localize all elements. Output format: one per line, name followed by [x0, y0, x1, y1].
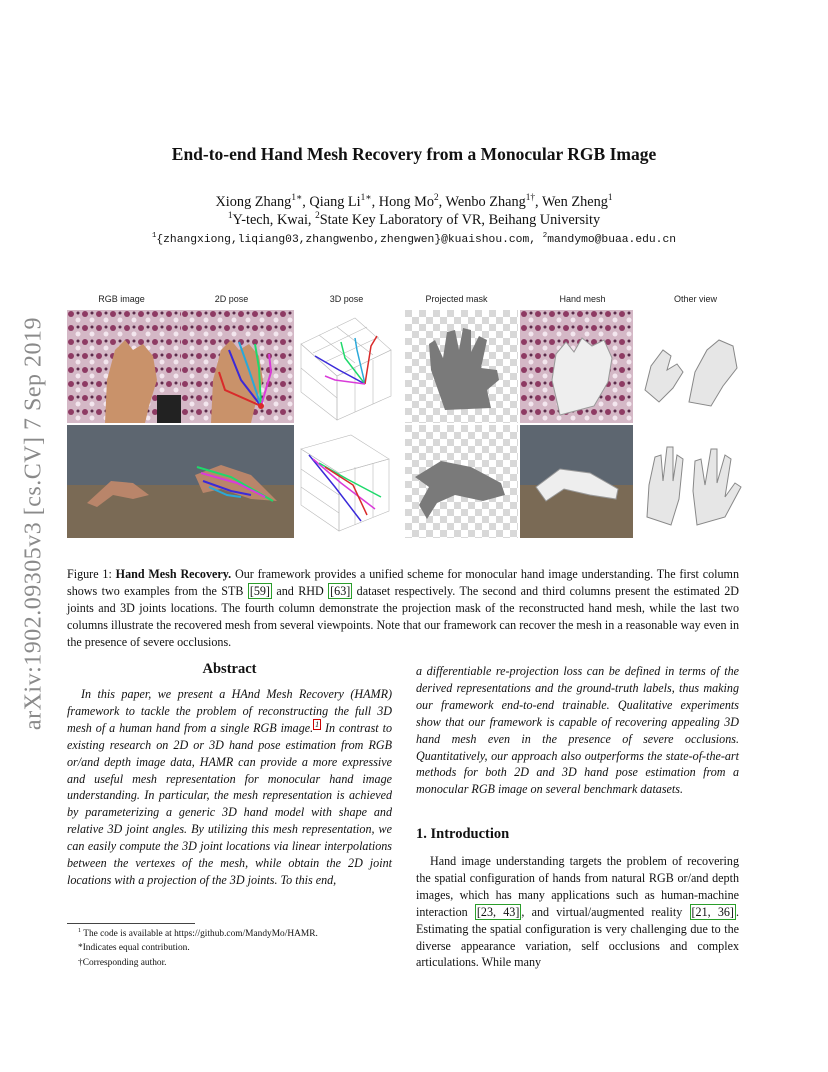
- author-block: [0, 193, 828, 229]
- figure-col-label: 2D pose: [214, 294, 249, 304]
- citation-link[interactable]: [63]: [330, 584, 351, 598]
- arxiv-stamp: arXiv:1902.09305v3 [cs.CV] 7 Sep 2019: [20, 316, 47, 731]
- projected-mask-stb: [405, 310, 518, 423]
- footnote-3: †Corresponding author.: [78, 957, 167, 968]
- footnote-link[interactable]: 1: [315, 719, 320, 729]
- footnote-2: *Indicates equal contribution.: [78, 943, 190, 954]
- figure-caption: Figure 1: Hand Mesh Recovery. Our framework provides a unified scheme for monocular hand image understanding. The first column shows two examples from the STB [59] and RHD [63] dataset respectively. The second and third columns present the estimated 2D joints and 3D joints locations. The fourth column demonstrate the projection mask of the reconstructed hand mesh, while the last two columns illustrate the recovered mesh from several viewpoints. Note that our framework can recover the mesh in a reasonable way even in the presence of severe occlusions.: [67, 567, 740, 649]
- hand-mesh-stb: [520, 310, 633, 423]
- other-view-stb: [637, 310, 745, 423]
- citation-link[interactable]: [59]: [249, 584, 270, 598]
- paper-title: End-to-end Hand Mesh Recovery from a Monocular RGB Image: [171, 144, 657, 164]
- abstract-body-right: a differentiable re-projection loss can be defined in terms of the derived representations and the ground-truth labels, thus making our framework end-to-end trainable. Qualitative experiments show that our framework is capable of recovering appealing 3D hand mesh even in the presence of severe occlusions. Quantitatively, our approach also outperforms the state-of-the-art methods for both 2D and 3D hand pose estimation from a monocular RGB image on several benchmark datasets.: [416, 664, 739, 797]
- abstract-body-left: In this paper, we present a HAnd Mesh Recovery (HAMR) framework to tackle the problem of reconstructing the full 3D mesh of a human hand from a single RGB image. $^1$ In contrast to existing research on 2D or 3D hand pose estimation from RGB or/and depth image data, HAMR can provide a more expressive and useful mesh representation for monocular hand image understanding. In particular, the mesh representation is achieved by parameterizing a generic 3D hand model with shape and relative 3D joint angles. By utilizing this mesh representation, we can easily compute the 3D joint locations via linear interpolations between the vertexes of the mesh, while obtain the 2D joint locations with a projection of the 3D joints. To this end,: [67, 687, 392, 887]
- figure-col-label: 3D pose: [329, 294, 364, 304]
- rgb-image-rhd: [67, 425, 181, 538]
- pose-3d-stb: [295, 310, 398, 423]
- figure-col-label: Other view: [673, 294, 717, 304]
- figure-col-label: Hand mesh: [559, 294, 606, 304]
- projected-mask-rhd: [405, 425, 518, 538]
- rgb-image-stb: [67, 310, 181, 423]
- abstract-heading: Abstract: [202, 661, 257, 677]
- affiliations: $^1$Y-tech, Kwai, $^2$State Key Laboratory of VR, Beihang University: [227, 211, 601, 228]
- footnote-1: $^1$ The code is available at https://github.com/MandyMo/HAMR.: [78, 927, 318, 939]
- pose-3d-rhd: [295, 425, 398, 538]
- footnote-divider: [67, 923, 195, 924]
- author-names: Xiong Zhang$^{1∗}$, Qiang $Li^{1∗}$, Hong Mo$^2$, Wenbo Zhang$^{1\dagger}$, Wen Zheng$^1$: [215, 193, 613, 210]
- author-emails: $^1${zhangxiong,liqiang03,zhangwenbo,zhengwen}@kuaishou.com, $^2$mandymo@buaa.edu.cn: [151, 232, 677, 246]
- pose-2d-stb: [181, 310, 294, 423]
- footnotes: [78, 927, 318, 970]
- citation-link[interactable]: [23, 43]: [476, 904, 520, 919]
- hand-mesh-rhd: [520, 425, 633, 538]
- introduction-body: Hand image understanding targets the problem of recovering the spatial configuration of hands from natural RGB or/and depth images, which has many applications such as human-machine interaction [23, 43] , and virtual/augmented reality [21, 36] . Estimating the spatial configuration is very challenging due to the diverse appearance variation, self occlusions and complex articulations. While many: [416, 854, 739, 970]
- other-view-rhd: [637, 425, 745, 538]
- introduction-heading: 1. Introduction: [416, 826, 510, 842]
- citation-link[interactable]: [21, 36]: [691, 904, 734, 919]
- figure-col-label: RGB image: [98, 294, 145, 304]
- pose-2d-rhd: [181, 425, 294, 538]
- figure-col-label: Projected mask: [425, 294, 488, 304]
